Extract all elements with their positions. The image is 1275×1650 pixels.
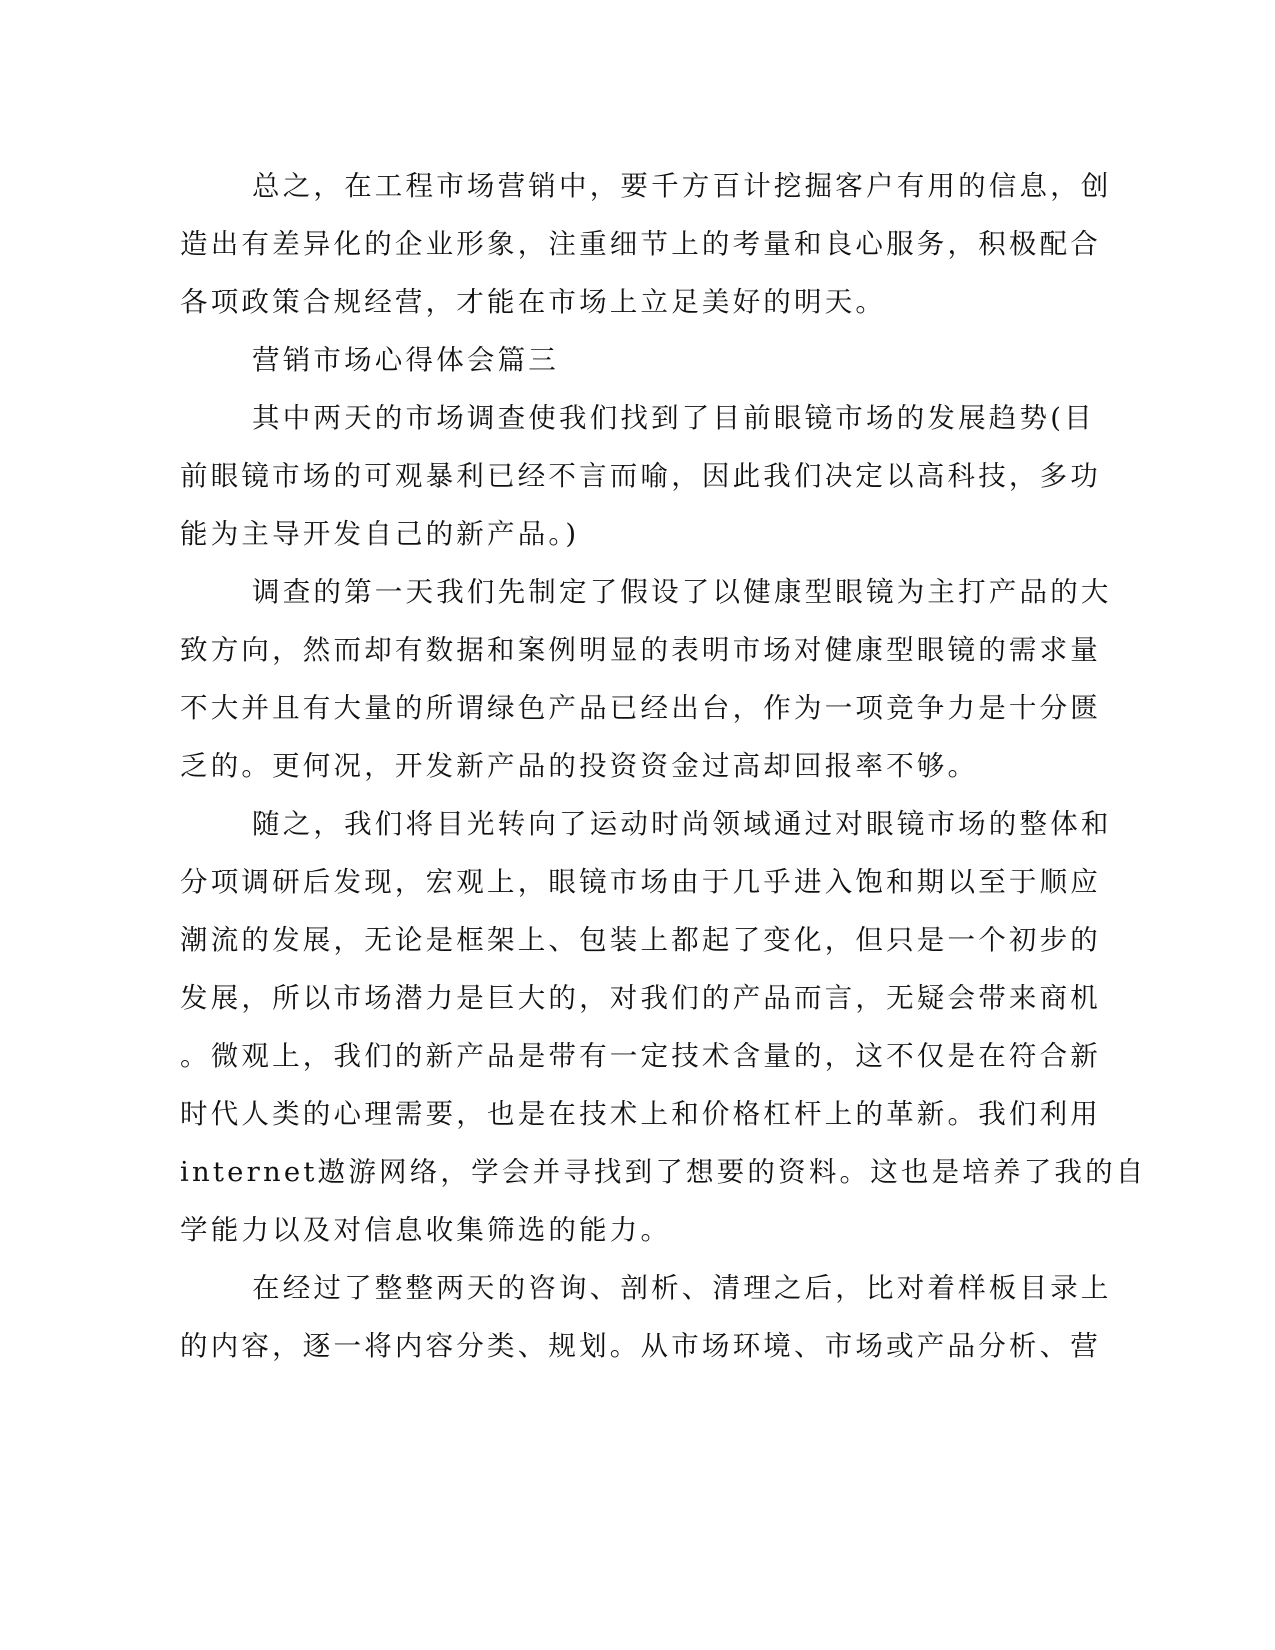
paragraph-sports-line-4: 发展，所以市场潜力是巨大的，对我们的产品而言，无疑会带来商机	[180, 982, 1101, 1014]
paragraph-day-one-line-4: 乏的。更何况，开发新产品的投资资金过高却回报率不够。	[180, 750, 979, 782]
paragraph-sports-line-2: 分项调研后发现，宏观上，眼镜市场由于几乎进入饱和期以至于顺应	[180, 866, 1101, 898]
paragraph-trend-line-1: 其中两天的市场调查使我们找到了目前眼镜市场的发展趋势(目	[252, 402, 1095, 434]
section-heading: 营销市场心得体会篇三	[252, 344, 559, 376]
paragraph-sports-line-7: internet遨游网络，学会并寻找到了想要的资料。这也是培养了我的自	[180, 1156, 1147, 1188]
paragraph-analysis-line-1: 在经过了整整两天的咨询、剖析、清理之后，比对着样板目录上	[252, 1272, 1112, 1304]
paragraph-sports-line-3: 潮流的发展，无论是框架上、包装上都起了变化，但只是一个初步的	[180, 924, 1101, 956]
paragraph-summary-line-1: 总之，在工程市场营销中，要千方百计挖掘客户有用的信息，创	[252, 170, 1112, 202]
paragraph-sports-line-5: 。微观上，我们的新产品是带有一定技术含量的，这不仅是在符合新	[180, 1040, 1101, 1072]
paragraph-summary-line-3: 各项政策合规经营，才能在市场上立足美好的明天。	[180, 286, 887, 318]
paragraph-day-one-line-2: 致方向，然而却有数据和案例明显的表明市场对健康型眼镜的需求量	[180, 634, 1101, 666]
document-body	[180, 157, 1147, 1375]
paragraph-trend-line-3: 能为主导开发自己的新产品。)	[180, 518, 580, 550]
paragraph-trend-line-2: 前眼镜市场的可观暴利已经不言而喻，因此我们决定以高科技，多功	[180, 460, 1101, 492]
paragraph-sports-line-1: 随之，我们将目光转向了运动时尚领域通过对眼镜市场的整体和	[252, 808, 1112, 840]
paragraph-day-one-line-3: 不大并且有大量的所谓绿色产品已经出台，作为一项竞争力是十分匮	[180, 692, 1101, 724]
paragraph-sports-line-6: 时代人类的心理需要，也是在技术上和价格杠杆上的革新。我们利用	[180, 1098, 1101, 1130]
paragraph-summary-line-2: 造出有差异化的企业形象，注重细节上的考量和良心服务，积极配合	[180, 228, 1101, 260]
paragraph-analysis-line-2: 的内容，逐一将内容分类、规划。从市场环境、市场或产品分析、营	[180, 1330, 1101, 1362]
paragraph-sports-line-8: 学能力以及对信息收集筛选的能力。	[180, 1214, 672, 1246]
paragraph-day-one-line-1: 调查的第一天我们先制定了假设了以健康型眼镜为主打产品的大	[252, 576, 1112, 608]
